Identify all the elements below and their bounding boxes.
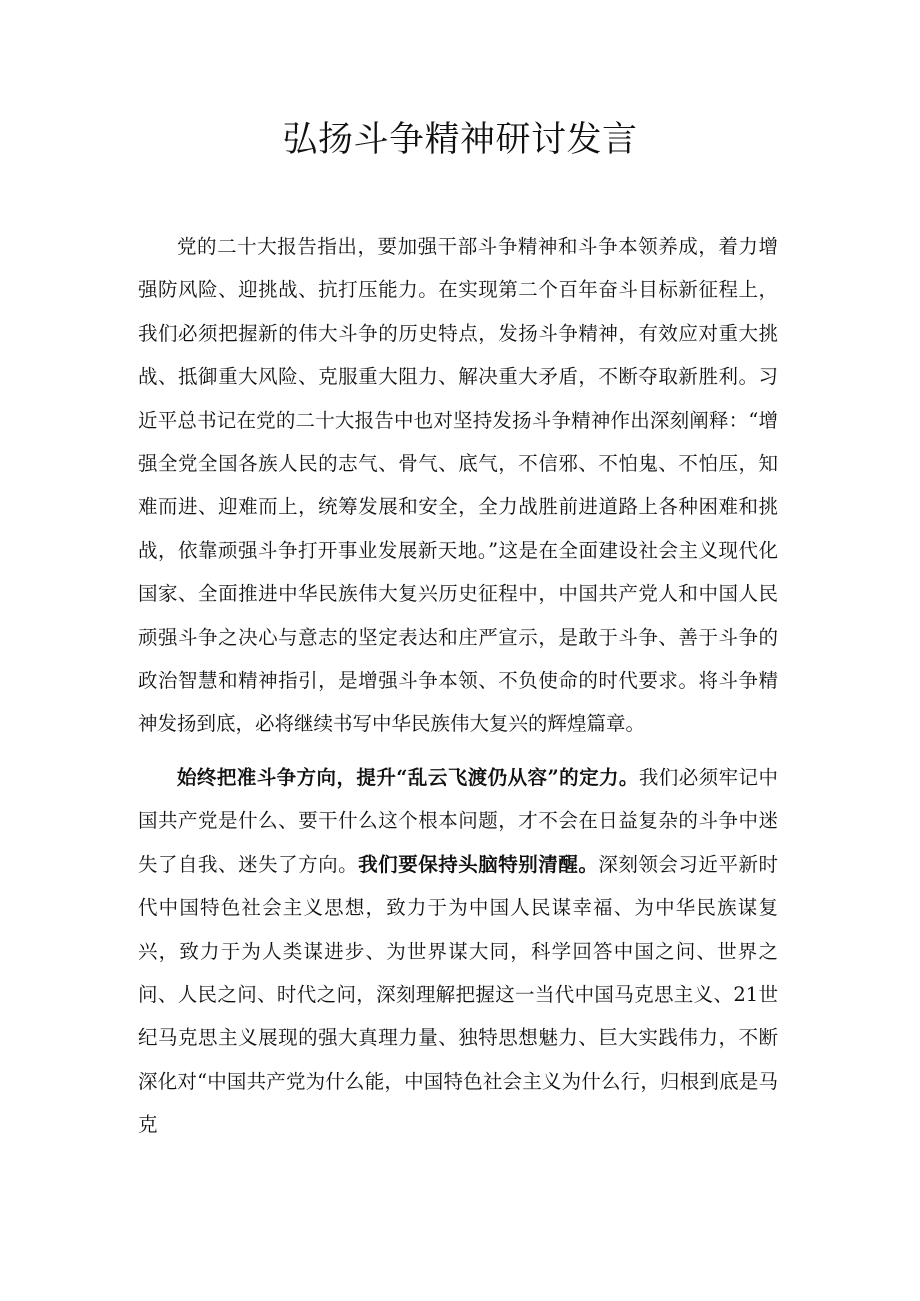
paragraph-2 <box>138 756 778 1147</box>
paragraph-2-text-1: 我们必须牢记中国共产党是什么、要干什么这个根本问题，才不会在日益复杂的斗争中迷失了自我、迷失了方向。 <box>138 765 778 876</box>
paragraph-2-text-2: 深刻领会习近平新时代中国特色社会主义思想，致力于为中国人民谋幸福、为中华民族谋复兴，致力于为人类谋进步、为世界谋大同，科学回答中国之问、世界之问、人民之问、时代之问，深刻理解把握这一当代中国马克思主义、21世纪马克思主义展现的强大真理力量、独特思想魅力、巨大实践伟力，不断深化对“中国共产党为什么能，中国特色社会主义为什么行，归根到底是马克 <box>138 852 778 1137</box>
paragraph-1: 党的二十大报告指出，要加强干部斗争精神和斗争本领养成，着力增强防风险、迎挑战、抗打压能力。在实现第二个百年奋斗目标新征程上，我们必须把握新的伟大斗争的历史特点，发扬斗争精神，有效应对重大挑战、抵御重大风险、克服重大阻力、解决重大矛盾，不断夺取新胜利。习近平总书记在党的二十大报告中也对坚持发扬斗争精神作出深刻阐释：“增强全党全国各族人民的志气、骨气、底气，不信邪、不怕鬼、不怕压，知难而进、迎难而上，统筹发展和安全，全力战胜前进道路上各种困难和挑战，依靠顽强斗争打开事业发展新天地。”这是在全面建设社会主义现代化国家、全面推进中华民族伟大复兴历史征程中，中国共产党人和中国人民顽强斗争之决心与意志的坚定表达和庄严宣示，是敢于斗争、善于斗争的政治智慧和精神指引，是增强斗争本领、不负使命的时代要求。将斗争精神发扬到底，必将继续书写中华民族伟大复兴的辉煌篇章。 <box>138 235 778 736</box>
document-title: 弘扬斗争精神研讨发言 <box>282 120 638 160</box>
paragraph-2-emphasis: 我们要保持头脑特别清醒。 <box>358 852 599 876</box>
document-body <box>138 225 778 1147</box>
paragraph-2-heading: 始终把准斗争方向，提升“乱云飞渡仍从容”的定力。 <box>177 765 639 789</box>
